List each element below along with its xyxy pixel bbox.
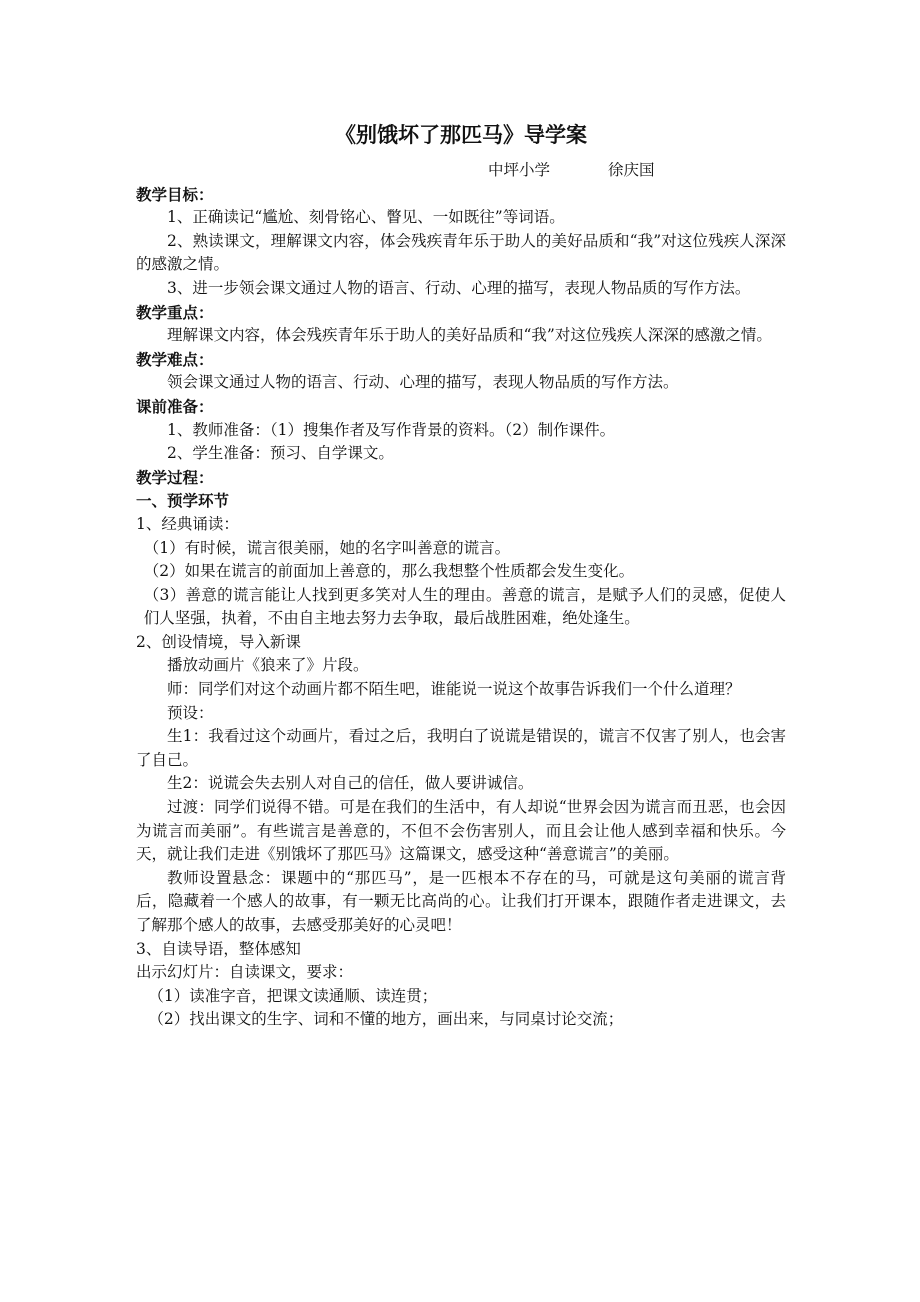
- paragraph: 1、教师准备：（1）搜集作者及写作背景的资料。（2）制作课件。: [167, 420, 616, 439]
- section-heading: 教学过程：: [136, 467, 214, 487]
- paragraph: 理解课文内容，体会残疾青年乐于助人的美好品质和“我”对这位残疾人深深的感激之情。: [167, 326, 772, 345]
- paragraph: 1、正确读记“尴尬、刻骨铭心、瞥见、一如既往”等词语。: [167, 208, 565, 227]
- list-item: （2）如果在谎言的前面加上善意的，那么我想整个性质都会发生变化。: [143, 562, 635, 581]
- paragraph: 2、学生准备：预习、自学课文。: [167, 444, 394, 463]
- document-body: [136, 120, 786, 1032]
- paragraph: 出示幻灯片：自读课文，要求：: [136, 963, 354, 982]
- paragraph: 2、熟读课文，理解课文内容，体会残疾青年乐于助人的美好品质和“我”对这位残疾人深深的感激之情。: [136, 231, 786, 274]
- paragraph: 师：同学们对这个动画片都不陌生吧，谁能说一说这个故事告诉我们一个什么道理？: [167, 680, 741, 699]
- section-heading: 课前准备：: [136, 396, 214, 416]
- author-name: 徐庆国: [608, 161, 655, 179]
- section-heading: 一、预学环节: [136, 491, 230, 511]
- paragraph: 教师设置悬念：课题中的“那匹马”，是一匹根本不存在的马，可就是这句美丽的谎言背后，隐藏着一个感人的故事，有一颗无比高尚的心。让我们打开课本，跟随作者走进课文，去了解那个感人的故事，去感受那美好的心灵吧！: [136, 868, 786, 934]
- list-item: （2）找出课文的生字、词和不懂的地方，画出来，与同桌讨论交流；: [148, 1010, 624, 1029]
- document-title: 《别饿坏了那匹马》导学案: [335, 122, 587, 147]
- list-item: （1）有时候，谎言很美丽，她的名字叫善意的谎言。: [143, 538, 511, 557]
- paragraph: 3、自读导语，整体感知: [136, 939, 301, 958]
- section-heading: 教学难点：: [136, 349, 214, 369]
- paragraph: 生2：说谎会失去别人对自己的信任，做人要讲诚信。: [167, 774, 534, 793]
- section-heading: 教学目标：: [136, 184, 214, 204]
- paragraph: 预设：: [167, 703, 214, 722]
- paragraph: 生1：我看过这个动画片，看过之后，我明白了说谎是错误的，谎言不仅害了别人，也会害了自己。: [136, 727, 786, 769]
- school-name: 中坪小学: [488, 161, 551, 179]
- paragraph: 过渡：同学们说得不错。可是在我们的生活中，有人却说“世界会因为谎言而丑恶，也会因为谎言而美丽”。有些谎言是善意的，不但不会伤害别人，而且会让他人感到幸福和快乐。今天，就让我们走进《别饿坏了那匹马》这篇课文，感受这种“善意谎言”的美丽。: [136, 798, 786, 864]
- paragraph: 3、进一步领会课文通过人物的语言、行动、心理的描写，表现人物品质的写作方法。: [167, 278, 751, 297]
- list-item: （3）善意的谎言能让人找到更多笑对人生的理由。善意的谎言，是赋予人们的灵感，促使人们人坚强，执着，不由自主地去努力去争取，最后战胜困难，绝处逢生。: [143, 585, 786, 628]
- paragraph: 1、经典诵读：: [136, 514, 239, 533]
- paragraph: 播放动画片《狼来了》片段。: [167, 656, 369, 675]
- paragraph: 领会课文通过人物的语言、行动、心理的描写，表现人物品质的写作方法。: [167, 373, 679, 392]
- section-heading: 教学重点：: [136, 302, 214, 322]
- list-item: （1）读准字音，把课文读通顺、读连贯；: [148, 986, 438, 1005]
- paragraph: 2、创设情境，导入新课: [136, 632, 301, 651]
- byline: [136, 159, 786, 183]
- document-blocks: [136, 183, 786, 1032]
